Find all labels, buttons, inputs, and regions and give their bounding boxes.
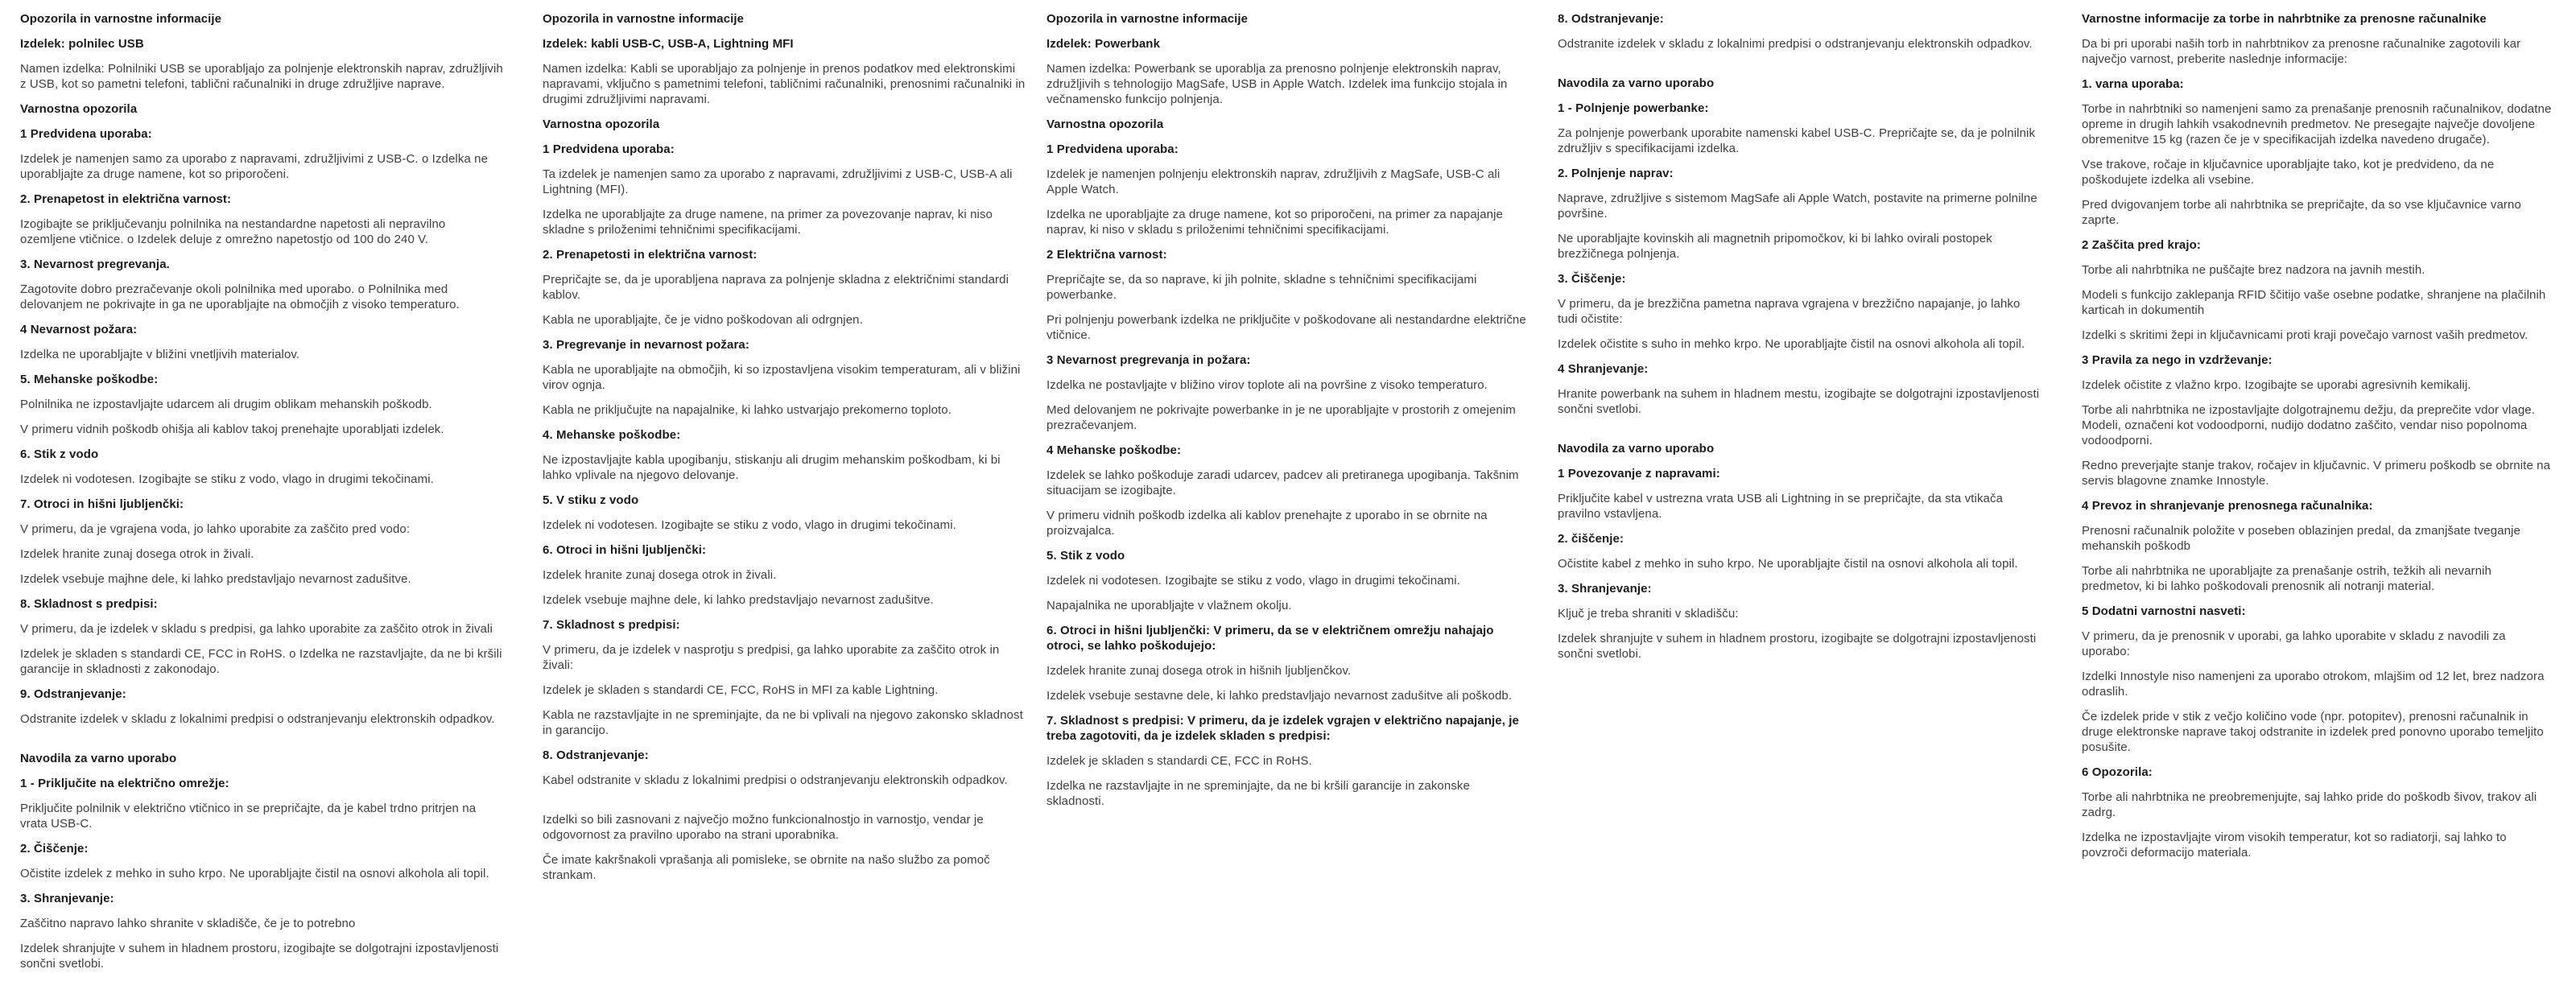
section-heading: Opozorila in varnostne informacije [1046, 12, 1249, 26]
section-heading: Opozorila in varnostne informacije [20, 12, 222, 26]
column-powerbank [1046, 11, 1530, 818]
paragraph: Izdelek hranite zunaj dosega otrok in živali. [543, 568, 777, 582]
paragraph: Izdelek hranite zunaj dosega otrok in živali. [20, 547, 254, 561]
section-heading: 1 - Priključite na električno omrežje: [20, 777, 229, 790]
paragraph: V primeru, da je brezžična pametna naprava vgrajena v brezžično napajanje, jo lahko tudi očistite: [1558, 297, 2021, 326]
paragraph: V primeru vidnih poškodb ohišja ali kablov takoj prenehajte uporabljati izdelek. [20, 423, 444, 436]
paragraph: Kabla ne uporabljajte na območjih, ki so izpostavljena visokim temperaturam, ali v bližini virov ognja. [543, 363, 1021, 392]
paragraph: Izdelek je skladen s standardi CE, FCC, RoHS in MFI za kable Lightning. [543, 683, 939, 697]
paragraph: Namen izdelka: Kabli se uporabljajo za polnjenje in prenos podatkov med elektronskimi napravami, vključno s pametnimi telefoni, tabličnimi računalniki, prenosnimi računalniki in drugimi združljivimi napravami. [543, 62, 1026, 106]
section-heading: 1. varna uporaba: [2082, 77, 2184, 91]
section-heading: 1 - Polnjenje powerbanke: [1558, 101, 1709, 115]
section-heading: 6. Otroci in hišni ljubljenčki: [543, 543, 707, 557]
paragraph: Izdelek vsebuje sestavne dele, ki lahko predstavljajo nevarnost zadušitve ali poškodb. [1046, 689, 1513, 703]
section-heading: 7. Skladnost s predpisi: V primeru, da je izdelek vgrajen v električno napajanje, je treba zagotoviti, da je izdelek skladen s predpisi: [1046, 714, 1519, 743]
section-heading: 1 Povezovanje z napravami: [1558, 467, 1720, 480]
paragraph: Redno preverjajte stanje trakov, ročajev in ključavnic. V primeru poškodb se obrnite na servis blagovne znamke Innostyle. [2082, 459, 2551, 488]
paragraph: Očistite izdelek z mehko in suho krpo. Ne uporabljajte čistil na osnovi alkohola ali topil. [20, 867, 489, 880]
paragraph: Izdelki Innostyle niso namenjeni za uporabo otrokom, mlajšim od 12 let, brez nadzora odraslih. [2082, 670, 2545, 699]
paragraph: Izogibajte se priključevanju polnilnika na nestandardne napetosti ali nepravilno ozemljene vtičnice. o Izdelek deluje z omrežno napetostjo od 100 do 240 V. [20, 217, 446, 246]
paragraph: Hranite powerbank na suhem in hladnem mestu, izogibajte se dolgotrajni izpostavljenosti sončni svetlobi. [1558, 387, 2040, 416]
paragraph: Izdelek shranjujte v suhem in hladnem prostoru, izogibajte se dolgotrajni izpostavljenosti sončni svetlobi. [20, 942, 499, 971]
section-heading: 2 Zaščita pred krajo: [2082, 238, 2201, 252]
section-heading: Varnostna opozorila [1046, 118, 1164, 131]
paragraph: V primeru, da je izdelek v skladu s predpisi, ga lahko uporabite za zaščito otrok in živali [20, 622, 493, 636]
paragraph: Namen izdelka: Polnilniki USB se uporabljajo za polnjenje elektronskih naprav, združljivih z USB, kot so pametni telefoni, tablični računalniki in druge združljive naprave. [20, 62, 503, 91]
section-heading: 2. čiščenje: [1558, 532, 1624, 546]
paragraph: Pri polnjenju powerbank izdelka ne priključite v poškodovane ali nestandardne električne vtičnice. [1046, 313, 1526, 342]
paragraph: Izdelek ni vodotesen. Izogibajte se stiku z vodo, vlago in drugimi tekočinami. [1046, 574, 1460, 588]
paragraph: Da bi pri uporabi naših torb in nahrbtnikov za prenosne računalnike zagotovili kar največjo varnost, preberite naslednje informacije: [2082, 37, 2521, 66]
section-heading: Varnostna opozorila [20, 102, 138, 116]
paragraph: Ta izdelek je namenjen samo za uporabo z napravami, združljivimi z USB-C, USB-A ali Lightning (MFI). [543, 167, 1013, 196]
paragraph: V primeru, da je vgrajena voda, jo lahko uporabite za zaščito pred vodo: [20, 522, 411, 536]
column-powerbank-continued [1558, 11, 2041, 671]
paragraph: Torbe ali nahrbtnika ne uporabljajte za prenašanje ostrih, težkih ali nevarnih predmetov, ki bi lahko poškodovali prenosnik ali notranji material. [2082, 564, 2491, 593]
paragraph: Namen izdelka: Powerbank se uporablja za prenosno polnjenje elektronskih naprav, združljivih s tehnologijo MagSafe, USB in Apple Watch. Izdelek ima funkcijo stojala in večnamensko funkcijo polnjenja. [1046, 62, 1508, 106]
paragraph: Izdelki so bili zasnovani z največjo možno funkcionalnostjo in varnostjo, vendar je odgovornost za pravilno uporabo na strani uporabnika. [543, 813, 984, 842]
paragraph: Izdelek vsebuje majhne dele, ki lahko predstavljajo nevarnost zadušitve. [20, 572, 411, 586]
paragraph: Prepričajte se, da so naprave, ki jih polnite, skladne s tehničnimi specifikacijami powerbanke. [1046, 273, 1477, 302]
paragraph: Izdelek shranjujte v suhem in hladnem prostoru, izogibajte se dolgotrajni izpostavljenosti sončni svetlobi. [1558, 632, 2037, 661]
section-heading: 5 Dodatni varnostni nasveti: [2082, 604, 2246, 618]
paragraph: Kabla ne razstavljajte in ne spreminjajte, da ne bi vplivali na njegovo zakonsko skladnost in garancijo. [543, 708, 1023, 737]
paragraph: Polnilnika ne izpostavljajte udarcem ali drugim oblikam mehanskih poškodb. [20, 398, 432, 411]
section-heading: 4. Mehanske poškodbe: [543, 428, 681, 442]
paragraph: Izdelka ne uporabljajte za druge namene, kot so priporočeni, na primer za napajanje naprav, ki niso v skladu s priloženimi tehničnimi specifikacijami. [1046, 208, 1503, 237]
paragraph: Izdelek je namenjen samo za uporabo z napravami, združljivimi z USB-C. o Izdelka ne uporabljajte za druge namene, kot so priporočeni. [20, 152, 489, 181]
section-heading: Izdelek: kabli USB-C, USB-A, Lightning MFI [543, 37, 794, 51]
paragraph: Med delovanjem ne pokrivajte powerbanke in je ne uporabljajte v prostorih z omejenim prezračevanjem. [1046, 403, 1516, 432]
paragraph: Izdelek očistite z vlažno krpo. Izogibajte se uporabi agresivnih kemikalij. [2082, 378, 2471, 392]
paragraph: Napajalnika ne uporabljajte v vlažnem okolju. [1046, 599, 1292, 612]
paragraph: Izdelka ne izpostavljajte virom visokih temperatur, kot so radiatorji, saj lahko to povzroči deformacijo materiala. [2082, 831, 2507, 860]
paragraph: Izdelek ni vodotesen. Izogibajte se stiku z vodo, vlago in drugimi tekočinami. [543, 518, 956, 532]
paragraph: Naprave, združljive s sistemom MagSafe ali Apple Watch, postavite na primerne polnilne površine. [1558, 192, 2037, 221]
paragraph: Izdelka ne postavljajte v bližino virov toplote ali na površine z visoko temperaturo. [1046, 378, 1488, 392]
paragraph: Pred dvigovanjem torbe ali nahrbtnika se prepričajte, da so vse ključavnice varno zaprte. [2082, 198, 2521, 227]
paragraph: Izdelek hranite zunaj dosega otrok in hišnih ljubljenčkov. [1046, 664, 1352, 678]
section-heading: 4 Nevarnost požara: [20, 323, 138, 336]
paragraph: Odstranite izdelek v skladu z lokalnimi predpisi o odstranjevanju elektronskih odpadkov. [20, 712, 495, 726]
paragraph: Ne uporabljajte kovinskih ali magnetnih pripomočkov, ki bi lahko ovirali postopek brezžičnega polnjenja. [1558, 232, 1992, 261]
paragraph: Vse trakove, ročaje in ključavnice uporabljajte tako, kot je predvideno, da ne poškodujete izdelka ali vsebine. [2082, 158, 2495, 187]
paragraph: Izdelek vsebuje majhne dele, ki lahko predstavljajo nevarnost zadušitve. [543, 593, 934, 607]
column-cables [543, 11, 1026, 893]
section-heading: 5. Mehanske poškodbe: [20, 373, 159, 386]
section-heading: Izdelek: polnilec USB [20, 37, 144, 51]
paragraph: Izdelka ne uporabljajte za druge namene, na primer za povezovanje naprav, ki niso skladne s priloženimi tehničnimi specifikacijami. [543, 208, 993, 237]
paragraph: Torbe in nahrbtniki so namenjeni samo za prenašanje prenosnih računalnikov, dodatne opreme in drugih lahkih vsakodnevnih predmetov. Ne presegajte največje dovoljene obremenitve 15 kg (razen če je v specifikacijah izdelka navedeno drugače). [2082, 102, 2552, 146]
section-heading: 3. Shranjevanje: [20, 892, 114, 905]
paragraph: V primeru, da je izdelek v nasprotju s predpisi, ga lahko uporabite za zaščito otrok in živali: [543, 643, 1000, 672]
section-heading: 3 Nevarnost pregrevanja in požara: [1046, 353, 1251, 367]
section-heading: 2. Prenapetost in električna varnost: [20, 192, 232, 206]
section-heading: 7. Otroci in hišni ljubljenčki: [20, 497, 184, 511]
section-heading: 9. Odstranjevanje: [20, 687, 126, 701]
paragraph: Zaščitno napravo lahko shranite v skladišče, če je to potrebno [20, 917, 356, 930]
paragraph: Očistite kabel z mehko in suho krpo. Ne uporabljajte čistil na osnovi alkohola ali topil. [1558, 557, 2018, 571]
paragraph: Modeli s funkcijo zaklepanja RFID ščitijo vaše osebne podatke, shranjene na plačilnih karticah in dokumentih [2082, 288, 2546, 317]
paragraph: V primeru, da je prenosnik v uporabi, ga lahko uporabite v skladu z navodili za uporabo: [2082, 629, 2506, 658]
paragraph: V primeru vidnih poškodb izdelka ali kablov prenehajte z uporabo in se obrnite na proizvajalca. [1046, 509, 1488, 538]
paragraph: Izdelek je namenjen polnjenju elektronskih naprav, združljivih z MagSafe, USB-C ali Apple Watch. [1046, 167, 1501, 196]
section-heading: 4 Mehanske poškodbe: [1046, 443, 1182, 457]
section-heading: 1 Predvidena uporaba: [543, 142, 675, 156]
section-heading: 6. Stik z vodo [20, 447, 99, 461]
section-heading: 8. Odstranjevanje: [543, 748, 649, 762]
section-heading: Navodila za varno uporabo [1558, 76, 1715, 90]
section-heading: 1 Predvidena uporaba: [20, 127, 152, 141]
paragraph: Če izdelek pride v stik z večjo količino vode (npr. potopitev), prenosni računalnik in druge elektronske naprave takoj odstranite in izdelek pred ponovno uporabo temeljito posušite. [2082, 710, 2544, 754]
paragraph: Torbe ali nahrbtnika ne izpostavljajte dolgotrajnemu dežju, da preprečite vdor vlage. Modeli, označeni kot vodoodporni, nudijo dodatno zaščito, vendar niso popolnoma vodoodporni. [2082, 403, 2535, 447]
section-heading: Izdelek: Powerbank [1046, 37, 1161, 51]
section-heading: 4 Prevoz in shranjevanje prenosnega računalnika: [2082, 499, 2373, 513]
section-heading: 5. Stik z vodo [1046, 549, 1125, 563]
paragraph: Zagotovite dobro prezračevanje okoli polnilnika med uporabo. o Polnilnika med delovanjem ne pokrivajte in ga ne uporabljajte na območjih z visoko temperaturo. [20, 282, 460, 311]
section-heading: 5. V stiku z vodo [543, 493, 639, 507]
paragraph: Izdelek očistite s suho in mehko krpo. Ne uporabljajte čistil na osnovi alkohola ali topil. [1558, 337, 2025, 351]
section-heading: 1 Predvidena uporaba: [1046, 142, 1179, 156]
section-heading: 6 Opozorila: [2082, 765, 2153, 779]
section-heading: Navodila za varno uporabo [20, 752, 177, 765]
section-heading: Opozorila in varnostne informacije [543, 12, 745, 26]
section-heading: 6. Otroci in hišni ljubljenčki: V primeru, da se v električnem omrežju nahajajo otroci, se lahko poškodujejo: [1046, 624, 1494, 653]
section-heading: 8. Odstranjevanje: [1558, 12, 1664, 26]
paragraph: Priključite polnilnik v električno vtičnico in se prepričajte, da je kabel trdno pritrjen na vrata USB-C. [20, 802, 477, 831]
column-usb-charger [20, 11, 503, 981]
paragraph: Torbe ali nahrbtnika ne preobremenjujte, saj lahko pride do poškodb šivov, trakov ali zadrg. [2082, 790, 2537, 819]
section-heading: 7. Skladnost s predpisi: [543, 618, 680, 632]
paragraph: Ne izpostavljajte kabla upogibanju, stiskanju ali drugim mehanskim poškodbam, ki bi lahko vplivale na njegovo delovanje. [543, 453, 1001, 482]
paragraph: Izdelka ne uporabljajte v bližini vnetljivih materialov. [20, 348, 300, 361]
section-heading: 2. Prenapetosti in električna varnost: [543, 248, 758, 262]
paragraph: Izdelki s skritimi žepi in ključavnicami proti kraji povečajo varnost vaših predmetov. [2082, 328, 2529, 342]
section-heading: 3. Shranjevanje: [1558, 582, 1652, 596]
paragraph: Prenosni računalnik položite v poseben oblazinjen predal, da zmanjšate tveganje mehanskih poškodb [2082, 524, 2520, 553]
column-laptop-bags [2082, 11, 2555, 870]
section-heading: Navodila za varno uporabo [1558, 442, 1715, 456]
section-heading: 2. Čiščenje: [20, 842, 89, 856]
paragraph: Izdelek je skladen s standardi CE, FCC in RoHS. o Izdelka ne razstavljajte, da ne bi kršili garancije in skladnosti z zakonodajo. [20, 647, 502, 676]
section-heading: Varnostna opozorila [543, 118, 660, 131]
paragraph: Prepričajte se, da je uporabljena naprava za polnjenje skladna z električnimi standardi kablov. [543, 273, 1009, 302]
paragraph: Kabla ne priključujte na napajalnike, ki lahko ustvarjajo prekomerno toploto. [543, 403, 952, 417]
section-heading: 3. Čiščenje: [1558, 272, 1626, 286]
paragraph: Izdelek se lahko poškoduje zaradi udarcev, padcev ali pretiranega upogibanja. Takšnim situacijam se izogibajte. [1046, 468, 1519, 497]
paragraph: Ključ je treba shraniti v skladišču: [1558, 607, 1739, 621]
paragraph: Kabel odstranite v skladu z lokalnimi predpisi o odstranjevanju elektronskih odpadkov. [543, 773, 1008, 787]
paragraph: Izdelka ne razstavljajte in ne spreminjajte, da ne bi kršili garancije in zakonske skladnosti. [1046, 779, 1470, 808]
section-heading: 2 Električna varnost: [1046, 248, 1167, 262]
paragraph: Torbe ali nahrbtnika ne puščajte brez nadzora na javnih mestih. [2082, 263, 2425, 277]
paragraph: Kabla ne uporabljajte, če je vidno poškodovan ali odrgnjen. [543, 313, 863, 327]
paragraph: Če imate kakršnakoli vprašanja ali pomisleke, se obrnite na našo službo za pomoč strankam. [543, 853, 990, 882]
paragraph: Izdelek ni vodotesen. Izogibajte se stiku z vodo, vlago in drugimi tekočinami. [20, 472, 434, 486]
section-heading: Varnostne informacije za torbe in nahrbtnike za prenosne računalnike [2082, 12, 2487, 26]
paragraph: Za polnjenje powerbank uporabite namenski kabel USB-C. Prepričajte se, da je polnilnik združljiv s specifikacijami izdelka. [1558, 126, 2036, 155]
paragraph: Izdelek je skladen s standardi CE, FCC in RoHS. [1046, 754, 1312, 768]
paragraph: Odstranite izdelek v skladu z lokalnimi predpisi o odstranjevanju elektronskih odpadkov. [1558, 37, 2033, 51]
section-heading: 3. Nevarnost pregrevanja. [20, 258, 170, 271]
section-heading: 8. Skladnost s predpisi: [20, 597, 158, 611]
paragraph: Priključite kabel v ustrezna vrata USB ali Lightning in se prepričajte, da sta vtikača pravilno vstavljena. [1558, 492, 2004, 521]
section-heading: 4 Shranjevanje: [1558, 362, 1649, 376]
section-heading: 3. Pregrevanje in nevarnost požara: [543, 338, 749, 352]
section-heading: 2. Polnjenje naprav: [1558, 167, 1674, 180]
section-heading: 3 Pravila za nego in vzdrževanje: [2082, 353, 2273, 367]
